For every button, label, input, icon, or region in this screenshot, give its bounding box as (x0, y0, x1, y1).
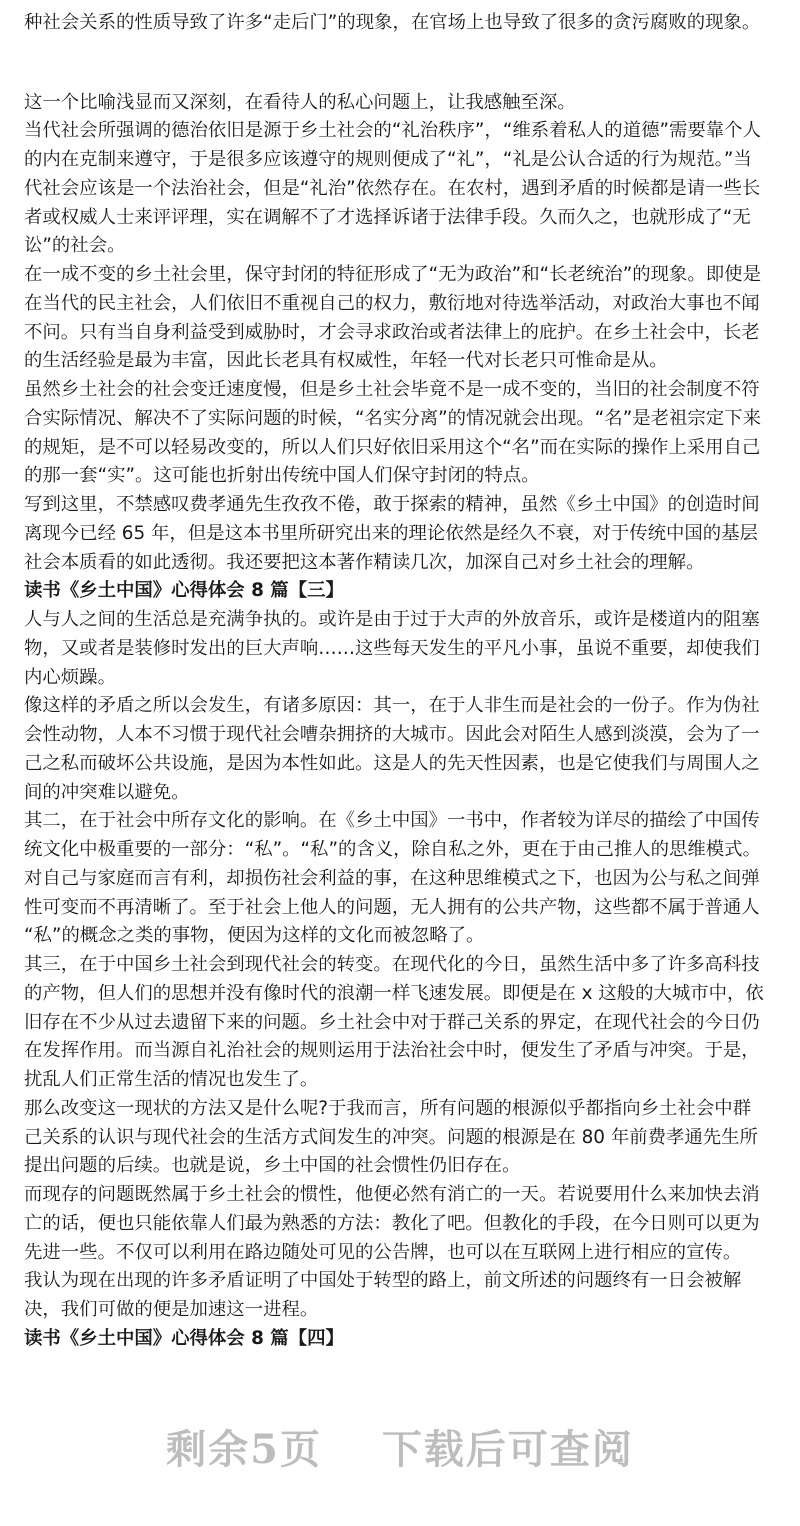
paragraph-line: 己之私而破坏公共设施，是因为本性如此。这是人的先天性因素，也是它使我们与周围人之 (24, 753, 760, 774)
paragraph-line: 会性动物，人本不习惯于现代社会嘈杂拥挤的大城市。因此会对陌生人感到淡漠，会为了一 (24, 724, 760, 745)
paragraph-line: 在当代的民主社会，人们依旧不重视自己的权力，敷衍地对待选举活动，对政治大事也不闻 (24, 293, 760, 314)
paragraph-line: 决，我们可做的便是加速这一进程。 (24, 1299, 319, 1320)
paragraph-line: 合实际情况、解决不了实际问题的时候，“名实分离”的情况就会出现。“名”是老祖宗定下来 (24, 408, 761, 429)
paragraph-line: 虽然乡土社会的社会变迁速度慢，但是乡土社会毕竟不是一成不变的，当旧的社会制度不符 (24, 379, 760, 400)
paragraph-line: 旧存在不少从过去遗留下来的问题。乡土社会中对于群己关系的界定，在现代社会的今日仍 (24, 1012, 760, 1033)
paragraph-line: 而现存的问题既然属于乡土社会的惯性，他便必然有消亡的一天。若说要用什么来加快去消 (24, 1184, 760, 1205)
paragraph-line: 人与人之间的生活总是充满争执的。或许是由于过于大声的外放音乐，或许是楼道内的阻塞 (24, 609, 760, 630)
paragraph-line: 当代社会所强调的德治依旧是源于乡土社会的“礼治秩序”，“维系着私人的道德”需要靠个人 (24, 120, 761, 141)
paragraph-line: 间的冲突难以避免。 (24, 782, 190, 803)
paragraph-line: 扰乱人们正常生活的情况也发生了。 (24, 1069, 319, 1090)
paragraph-line: 的生活经验是最为丰富，因此长老具有权威性，年轻一代对长老只可惟命是从。 (24, 350, 668, 371)
paragraph-line: 像这样的矛盾之所以会发生，有诸多原因：其一，在于人非生而是社会的一份子。作为伪社 (24, 695, 760, 716)
paragraph-line: 那么改变这一现状的方法又是什么呢?于我而言，所有问题的根源似乎都指向乡土社会中群 (24, 1098, 751, 1119)
paragraph-line: 离现今已经 65 年，但是这本书里所研究出来的理论依然是经久不衰，对于传统中国的基层 (24, 523, 758, 544)
paragraph-line: 我认为现在出现的许多矛盾证明了中国处于转型的路上，前文所述的问题终有一日会被解 (24, 1270, 742, 1291)
paragraph-line: 在一成不变的乡土社会里，保守封闭的特征形成了“无为政治”和“长老统治”的现象。即使是 (24, 264, 761, 285)
paragraph-line: 其二，在于社会中所存文化的影响。在《乡土中国》一书中，作者较为详尽的描绘了中国传 (24, 810, 760, 831)
section-heading: 读书《乡土中国》心得体会 8 篇【三】 (24, 580, 344, 601)
paragraph-line: 种社会关系的性质导致了许多“走后门”的现象，在官场上也导致了很多的贪污腐败的现象。 (24, 12, 761, 33)
paragraph-line: 不问。只有当自身利益受到威胁时，才会寻求政治或者法律上的庇护。在乡土社会中，长老 (24, 322, 760, 343)
download-prompt[interactable] (0, 1418, 800, 1475)
paragraph-line: 其三，在于中国乡土社会到现代社会的转变。在现代化的今日，虽然生活中多了许多高科技 (24, 954, 760, 975)
paragraph-line: 写到这里，不禁感叹费孝通先生孜孜不倦，敢于探索的精神，虽然《乡土中国》的创造时间 (24, 494, 760, 515)
paragraph-line: 的内在克制来遵守，于是很多应该遵守的规则便成了“礼”，“礼是公认合适的行为规范。”当 (24, 149, 752, 170)
remaining-pages-label[interactable]: 剩余5页 (166, 1426, 322, 1473)
paragraph-line: 的那一套“实”。这可能也折射出传统中国人们保守封闭的特点。 (24, 465, 540, 486)
paragraph-line: 社会本质看的如此透彻。我还要把这本著作精读几次，加深自己对乡土社会的理解。 (24, 552, 705, 573)
paragraph-line: 亡的话，便也只能依靠人们最为熟悉的方法：教化了吧。但教化的手段，在今日则可以更为 (24, 1213, 760, 1234)
paragraph-line: 的产物，但人们的思想并没有像时代的浪潮一样飞速发展。即便是在 x 这般的大城市中，依 (24, 983, 764, 1004)
download-to-view-label[interactable]: 下载后可查阅 (381, 1426, 634, 1473)
paragraph-line: 对自己与家庭而言有利，却损伤社会利益的事，在这种思维模式之下，也因为公与私之间弹 (24, 868, 760, 889)
paragraph-line: 性可变而不再清晰了。至于社会上他人的问题，无人拥有的公共产物，这些都不属于普通人 (24, 897, 760, 918)
paragraph-line: “私”的概念之类的事物，便因为这样的文化而被忽略了。 (24, 925, 485, 946)
paragraph-line: 代社会应该是一个法治社会，但是“礼治”依然存在。在农村，遇到矛盾的时候都是请一些长 (24, 178, 761, 199)
paragraph-line: 先进一些。不仅可以利用在路边随处可见的公告牌，也可以在互联网上进行相应的宣传。 (24, 1242, 742, 1263)
paragraph-line: 讼”的社会。 (24, 235, 126, 256)
section-heading: 读书《乡土中国》心得体会 8 篇【四】 (24, 1328, 344, 1349)
paragraph-line: 己关系的认识与现代社会的生活方式间发生的冲突。问题的根源是在 80 年前费孝通先生所 (24, 1127, 758, 1148)
paragraph-line: 统文化中极重要的一部分：“私”。“私”的含义，除自私之外，更在于由己推人的思维模式。 (24, 839, 761, 860)
paragraph-line: 物，又或者是装修时发出的巨大声响……这些每天发生的平凡小事，虽说不重要，却使我们 (24, 638, 760, 659)
paragraph-line: 内心烦躁。 (24, 667, 116, 688)
paragraph-line: 的规矩，是不可以轻易改变的，所以人们只好依旧采用这个“名”而在实际的操作上采用自己 (24, 437, 761, 458)
paragraph-line: 这一个比喻浅显而又深刻，在看待人的私心问题上，让我感触至深。 (24, 92, 576, 113)
paragraph-line: 在发挥作用。而当源自礼治社会的规则运用于法治社会中时，便发生了矛盾与冲突。于是， (24, 1040, 760, 1061)
paragraph-line: 提出问题的后续。也就是说，乡土中国的社会惯性仍旧存在。 (24, 1155, 521, 1176)
paragraph-line: 者或权威人士来评评理，实在调解不了才选择诉诸于法律手段。久而久之，也就形成了“无 (24, 207, 751, 228)
